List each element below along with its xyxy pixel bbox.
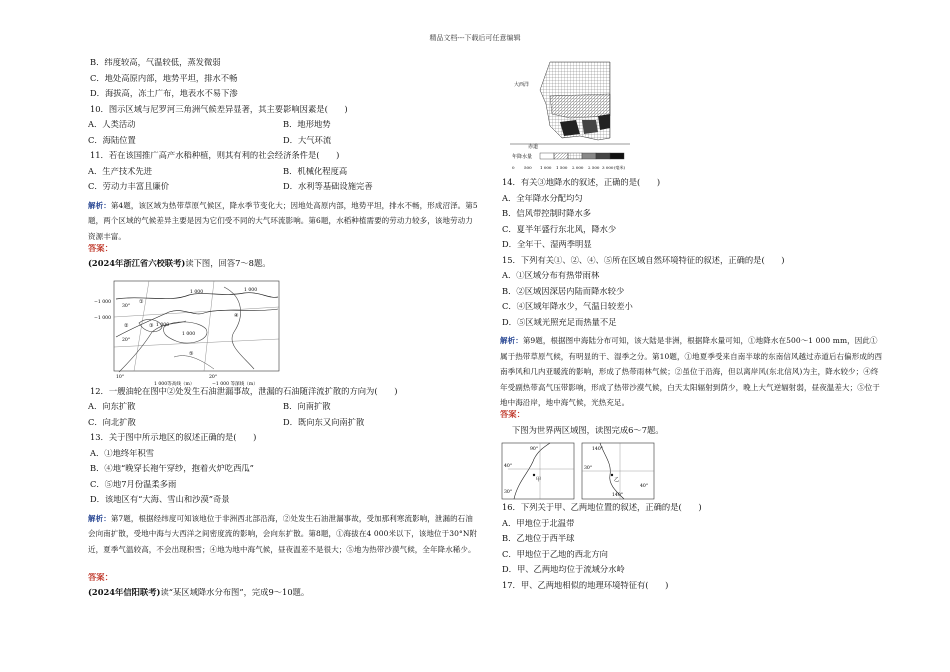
option-a: A．甲地位于北温带 xyxy=(502,518,575,528)
page-header: 精品文档---下载后可任意编辑 xyxy=(429,34,521,42)
legend-tick: (毫米) xyxy=(614,165,626,170)
question-12-stem: 12．一艘油轮在图中②处发生石油泄漏事故，泄漏的石油随洋流扩散的方向为( ) xyxy=(90,386,398,396)
map-label: 140° xyxy=(592,447,604,452)
source-line xyxy=(88,588,480,604)
option-line: B．纬度较高，气温较低，蒸发微弱 xyxy=(90,58,221,67)
option-b: B．④地“晚穿长袍午穿纱，抱着火炉吃西瓜” xyxy=(90,464,254,473)
option-c: C．海陆位置 xyxy=(88,135,136,145)
question-10-stem: 10．图示区域与尼罗河三角洲气候差异显著，其主要影响因素是( ) xyxy=(90,104,348,114)
option-a: A．生产技术先进 xyxy=(88,166,153,176)
option-a: A．人类活动 xyxy=(88,120,136,129)
map-legend: −1 000 等深线（m） xyxy=(212,381,258,387)
map-label: 90° xyxy=(530,447,539,452)
two-region-maps xyxy=(500,441,885,503)
source-line: 下图为世界两区域图，读图完成6～7题。 xyxy=(512,425,664,435)
option-b: B．向南扩散 xyxy=(283,402,331,411)
right-column xyxy=(500,178,885,596)
source-text: 读“某区域降水分布图”，完成9～10题。 xyxy=(160,588,310,597)
legend-tick: 2 000 xyxy=(572,165,584,170)
map-marker: ④ xyxy=(234,312,239,319)
map-marker: 甲 xyxy=(536,477,542,483)
question-13-stem: 13．关于图中所示地区的叙述正确的是( ) xyxy=(90,433,257,442)
question-15-stem: 15．下列有关①、②、④、⑤所在区域自然环境特征的叙述，正确的是( ) xyxy=(502,255,785,265)
option-c: C．夏半年盛行东北风，降水少 xyxy=(502,224,617,234)
map-label: 30° xyxy=(504,490,513,495)
explanation-block xyxy=(88,198,480,244)
map-label: 30° xyxy=(122,303,131,309)
map-label: 1 000 xyxy=(156,322,170,328)
legend-tick: 1 000 xyxy=(540,165,552,170)
map-marker: 乙 xyxy=(614,477,620,483)
region-maps xyxy=(500,441,680,501)
left-column xyxy=(88,58,480,604)
source-tag: (2024年浙江省六校联考) xyxy=(88,259,186,268)
map-label: 40° xyxy=(640,484,649,489)
map-label: 140° xyxy=(612,493,624,498)
map-label: 1 000 xyxy=(190,289,204,295)
option-d: D．大气环流 xyxy=(283,135,332,145)
option-a: A．全年降水分配均匀 xyxy=(502,193,583,203)
map-marker: ① xyxy=(139,298,144,305)
explanation-label: 解析： xyxy=(88,513,111,523)
map-legend: 1 000等高线（m） xyxy=(154,381,195,387)
answer-label: 答案： xyxy=(500,410,525,419)
option-a: A．向东扩散 xyxy=(88,402,136,411)
option-b: B．②区域因深居内陆而降水较少 xyxy=(502,286,625,296)
option-d: D．既向东又向南扩散 xyxy=(283,417,365,427)
option-b: B．机械化程度高 xyxy=(283,166,348,176)
legend-tick: 3 000 xyxy=(602,165,614,170)
explanation-block xyxy=(500,333,885,410)
map-marker: ③ xyxy=(149,322,154,329)
map-label: 赤道 xyxy=(528,144,539,150)
map-label: 1 000 xyxy=(182,331,196,337)
source-text: 读下图，回答7～8题。 xyxy=(185,259,271,268)
question-11-stem: 11．若在该国推广高产水稻种植，则其有利的社会经济条件是( ) xyxy=(90,151,340,160)
legend-tick: 1 500 xyxy=(556,165,568,170)
option-d: D．⑤区域光照充足而热量不足 xyxy=(502,317,617,327)
map-label: 30° xyxy=(584,466,593,471)
option-c: C．劳动力丰富且廉价 xyxy=(88,182,170,191)
explanation-text: 第7题，根据经纬度可知该地位于非洲西北部沿海，②处发生石油泄漏事故，受加那利寒流影响，泄漏的石油会向南扩散，受地中海与大西洋之间密度流的影响，会向东扩散。第8题，①海拔在4 000米以下，该地位于30°N附近，夏季气温较高，不会出现积雪；④地为地中海气候，昼夜温差不是很大；⑤地为热带沙漠气候，全年降水稀少。 xyxy=(88,513,478,554)
question-16-stem: 16．下列关于甲、乙两地位置的叙述，正确的是( ) xyxy=(502,503,702,512)
option-line: D．海拔高，冻土广布，地表水不易下渗 xyxy=(90,89,238,98)
legend-tick: 2 500 xyxy=(588,165,600,170)
explanation-block xyxy=(88,511,480,573)
map-label: −1 000 xyxy=(94,315,112,321)
option-d: D．甲、乙两地均位于流域分水岭 xyxy=(502,565,625,574)
question-11-options-row xyxy=(88,182,480,198)
question-12-options-row xyxy=(88,418,480,434)
map-figure-1 xyxy=(88,275,480,387)
option-b: B．地形地势 xyxy=(283,120,331,129)
rainfall-map xyxy=(510,56,630,174)
answer-label: 答案： xyxy=(88,243,113,253)
map-label: 大西洋 xyxy=(514,82,530,88)
legend-tick: 0 xyxy=(512,165,515,170)
coastline-map xyxy=(94,277,294,389)
option-a: A．①区域分布有热带雨林 xyxy=(502,271,600,280)
option-c: C．⑤地7月份温柔多雨 xyxy=(90,479,177,489)
option-c: C．④区域年降水少，气温日较差小 xyxy=(502,302,633,311)
question-10-options-row xyxy=(88,136,480,152)
option-a: A．①地终年积雪 xyxy=(90,448,155,458)
option-d: D．该地区有“大海、雪山和沙漠”奇景 xyxy=(90,495,230,504)
answer-label: 答案： xyxy=(88,572,113,582)
option-d: D．全年干、湿两季明显 xyxy=(502,240,592,249)
map-label: 10° xyxy=(116,374,125,380)
question-11-options-row xyxy=(88,167,480,183)
legend-tick: 500 xyxy=(524,165,532,170)
map-label: −1 000 xyxy=(94,299,112,305)
explanation-text: 第9题，根据图中海陆分布可知，该大陆是非洲，根据降水量可知，①地降水在500～1 000 mm，因此①属于热带草原气候，有明显的干、湿季之分。第10题，①地夏季受来自南半球的东南信风越过赤道后右偏形成的西南季风和几内亚暖流的影响，形成了热带雨林气候；②虽位于沿海，但以离岸风(东北信风)为主，降水较少；④终年受副热带高气压带影响，形成了热带沙漠气候，白天太阳辐射到荫少，晚上大气逆辐射弱，昼夜温差大；⑤位于地中海沿岸，地中海气候，光热充足。 xyxy=(500,336,883,407)
option-d: D．水利等基础设施完善 xyxy=(283,182,373,191)
explanation-label: 解析： xyxy=(500,336,523,345)
map-marker: ② xyxy=(124,322,129,329)
map-label: 40° xyxy=(504,464,513,469)
legend-title: 年降水量 xyxy=(512,154,533,160)
map-label: 20° xyxy=(209,374,218,380)
option-c: C．向北扩散 xyxy=(88,417,136,427)
option-c: C．甲地位于乙地的西北方向 xyxy=(502,549,608,559)
map-label: 1 000 xyxy=(244,287,258,293)
source-tag: (2024年信阳联考) xyxy=(88,588,161,597)
explanation-label: 解析： xyxy=(88,200,111,210)
question-10-options-row xyxy=(88,120,480,136)
option-b: B．信风带控制时降水多 xyxy=(502,209,592,218)
map-label: 20° xyxy=(122,337,131,343)
question-12-options-row xyxy=(88,402,480,418)
source-line xyxy=(88,259,480,275)
explanation-text: 第4题，该区域为热带草原气候区，降水季节变化大；因地处高原内部，地势平坦，排水不畅，形成沼泽。第5题，两个区域的气候差异主要是因为它们受不同的大气环流影响。第6题，水稻种植需要的劳动力较多，该地劳动力资源丰富。 xyxy=(88,200,478,241)
question-14-stem: 14．有关③地降水的叙述，正确的是( ) xyxy=(502,178,661,187)
option-line: C．地处高原内部，地势平坦，排水不畅 xyxy=(90,73,238,83)
map-marker: ⑤ xyxy=(189,350,194,357)
option-b: B．乙地位于西半球 xyxy=(502,534,575,543)
question-17-stem: 17．甲、乙两地相似的地理环境特征有( ) xyxy=(502,580,669,590)
